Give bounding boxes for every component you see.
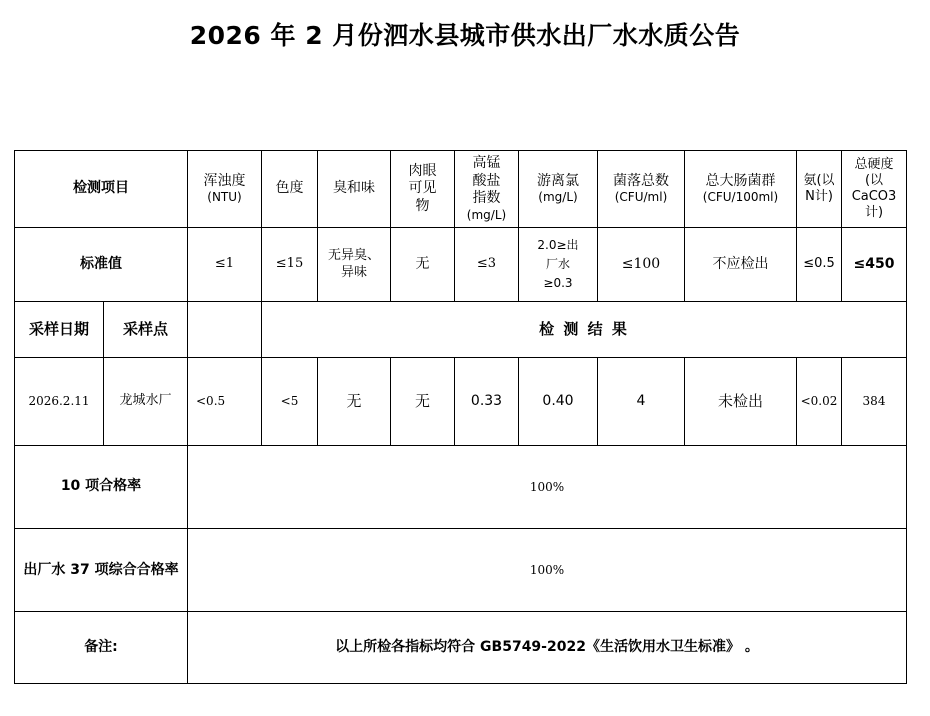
result-value: <0.5 bbox=[188, 358, 262, 446]
remark-label: 备注: bbox=[15, 612, 188, 684]
result-value: 未检出 bbox=[685, 358, 797, 446]
result-value: 0.33 bbox=[455, 358, 519, 446]
standard-value: ≤100 bbox=[598, 228, 685, 302]
standard-value: ≤1 bbox=[188, 228, 262, 302]
standard-value: 无异臭、异味 bbox=[318, 228, 391, 302]
standard-value: ≤450 bbox=[842, 228, 907, 302]
standard-value: 2.0≥出厂水≥0.3 bbox=[519, 228, 598, 302]
standard-row bbox=[15, 228, 907, 302]
pass-rate-10-value: 100% bbox=[188, 446, 907, 529]
pass-rate-37-label: 出厂水 37 项综合合格率 bbox=[15, 529, 188, 612]
header-row bbox=[15, 151, 907, 228]
header-colony-count: 菌落总数 (CFU/ml) bbox=[598, 151, 685, 228]
remark-row bbox=[15, 612, 907, 684]
item-header: 检测项目 bbox=[15, 151, 188, 228]
result-value: 384 bbox=[842, 358, 907, 446]
table-row bbox=[15, 358, 907, 446]
standard-value: 不应检出 bbox=[685, 228, 797, 302]
header-coliforms: 总大肠菌群 (CFU/100ml) bbox=[685, 151, 797, 228]
standard-value: ≤15 bbox=[262, 228, 318, 302]
header-free-chlorine: 游离氯 (mg/L) bbox=[519, 151, 598, 228]
result-value: 4 bbox=[598, 358, 685, 446]
header-permanganate: 高锰酸盐指数 (mg/L) bbox=[455, 151, 519, 228]
result-value: 无 bbox=[318, 358, 391, 446]
header-ammonia: 氨(以N计) bbox=[797, 151, 842, 228]
result-value: <0.02 bbox=[797, 358, 842, 446]
pass-rate-37-row bbox=[15, 529, 907, 612]
sampling-date-header: 采样日期 bbox=[15, 302, 104, 358]
pass-rate-10-label: 10 项合格率 bbox=[15, 446, 188, 529]
header-color: 色度 bbox=[262, 151, 318, 228]
pass-rate-10-row bbox=[15, 446, 907, 529]
sampling-site-header: 采样点 bbox=[104, 302, 188, 358]
water-quality-table bbox=[14, 150, 907, 684]
standard-value: 无 bbox=[391, 228, 455, 302]
pass-rate-37-value: 100% bbox=[188, 529, 907, 612]
results-header: 检 测 结 果 bbox=[262, 302, 907, 358]
standard-value: ≤0.5 bbox=[797, 228, 842, 302]
empty-cell bbox=[188, 302, 262, 358]
result-value: 无 bbox=[391, 358, 455, 446]
header-odor: 臭和味 bbox=[318, 151, 391, 228]
result-value: <5 bbox=[262, 358, 318, 446]
results-header-row bbox=[15, 302, 907, 358]
header-turbidity: 浑浊度 (NTU) bbox=[188, 151, 262, 228]
remark-text: 以上所检各指标均符合 GB5749-2022《生活饮用水卫生标准》 。 bbox=[188, 612, 907, 684]
standard-value: ≤3 bbox=[455, 228, 519, 302]
result-value: 0.40 bbox=[519, 358, 598, 446]
sampling-site: 龙城水厂 bbox=[104, 358, 188, 446]
page-title: 2026 年 2 月份泗水县城市供水出厂水水质公告 bbox=[189, 21, 741, 50]
header-hardness: 总硬度(以CaCO3计) bbox=[842, 151, 907, 228]
header-visible-matter: 肉眼可见物 bbox=[391, 151, 455, 228]
sampling-date: 2026.2.11 bbox=[15, 358, 104, 446]
standard-label: 标准值 bbox=[15, 228, 188, 302]
